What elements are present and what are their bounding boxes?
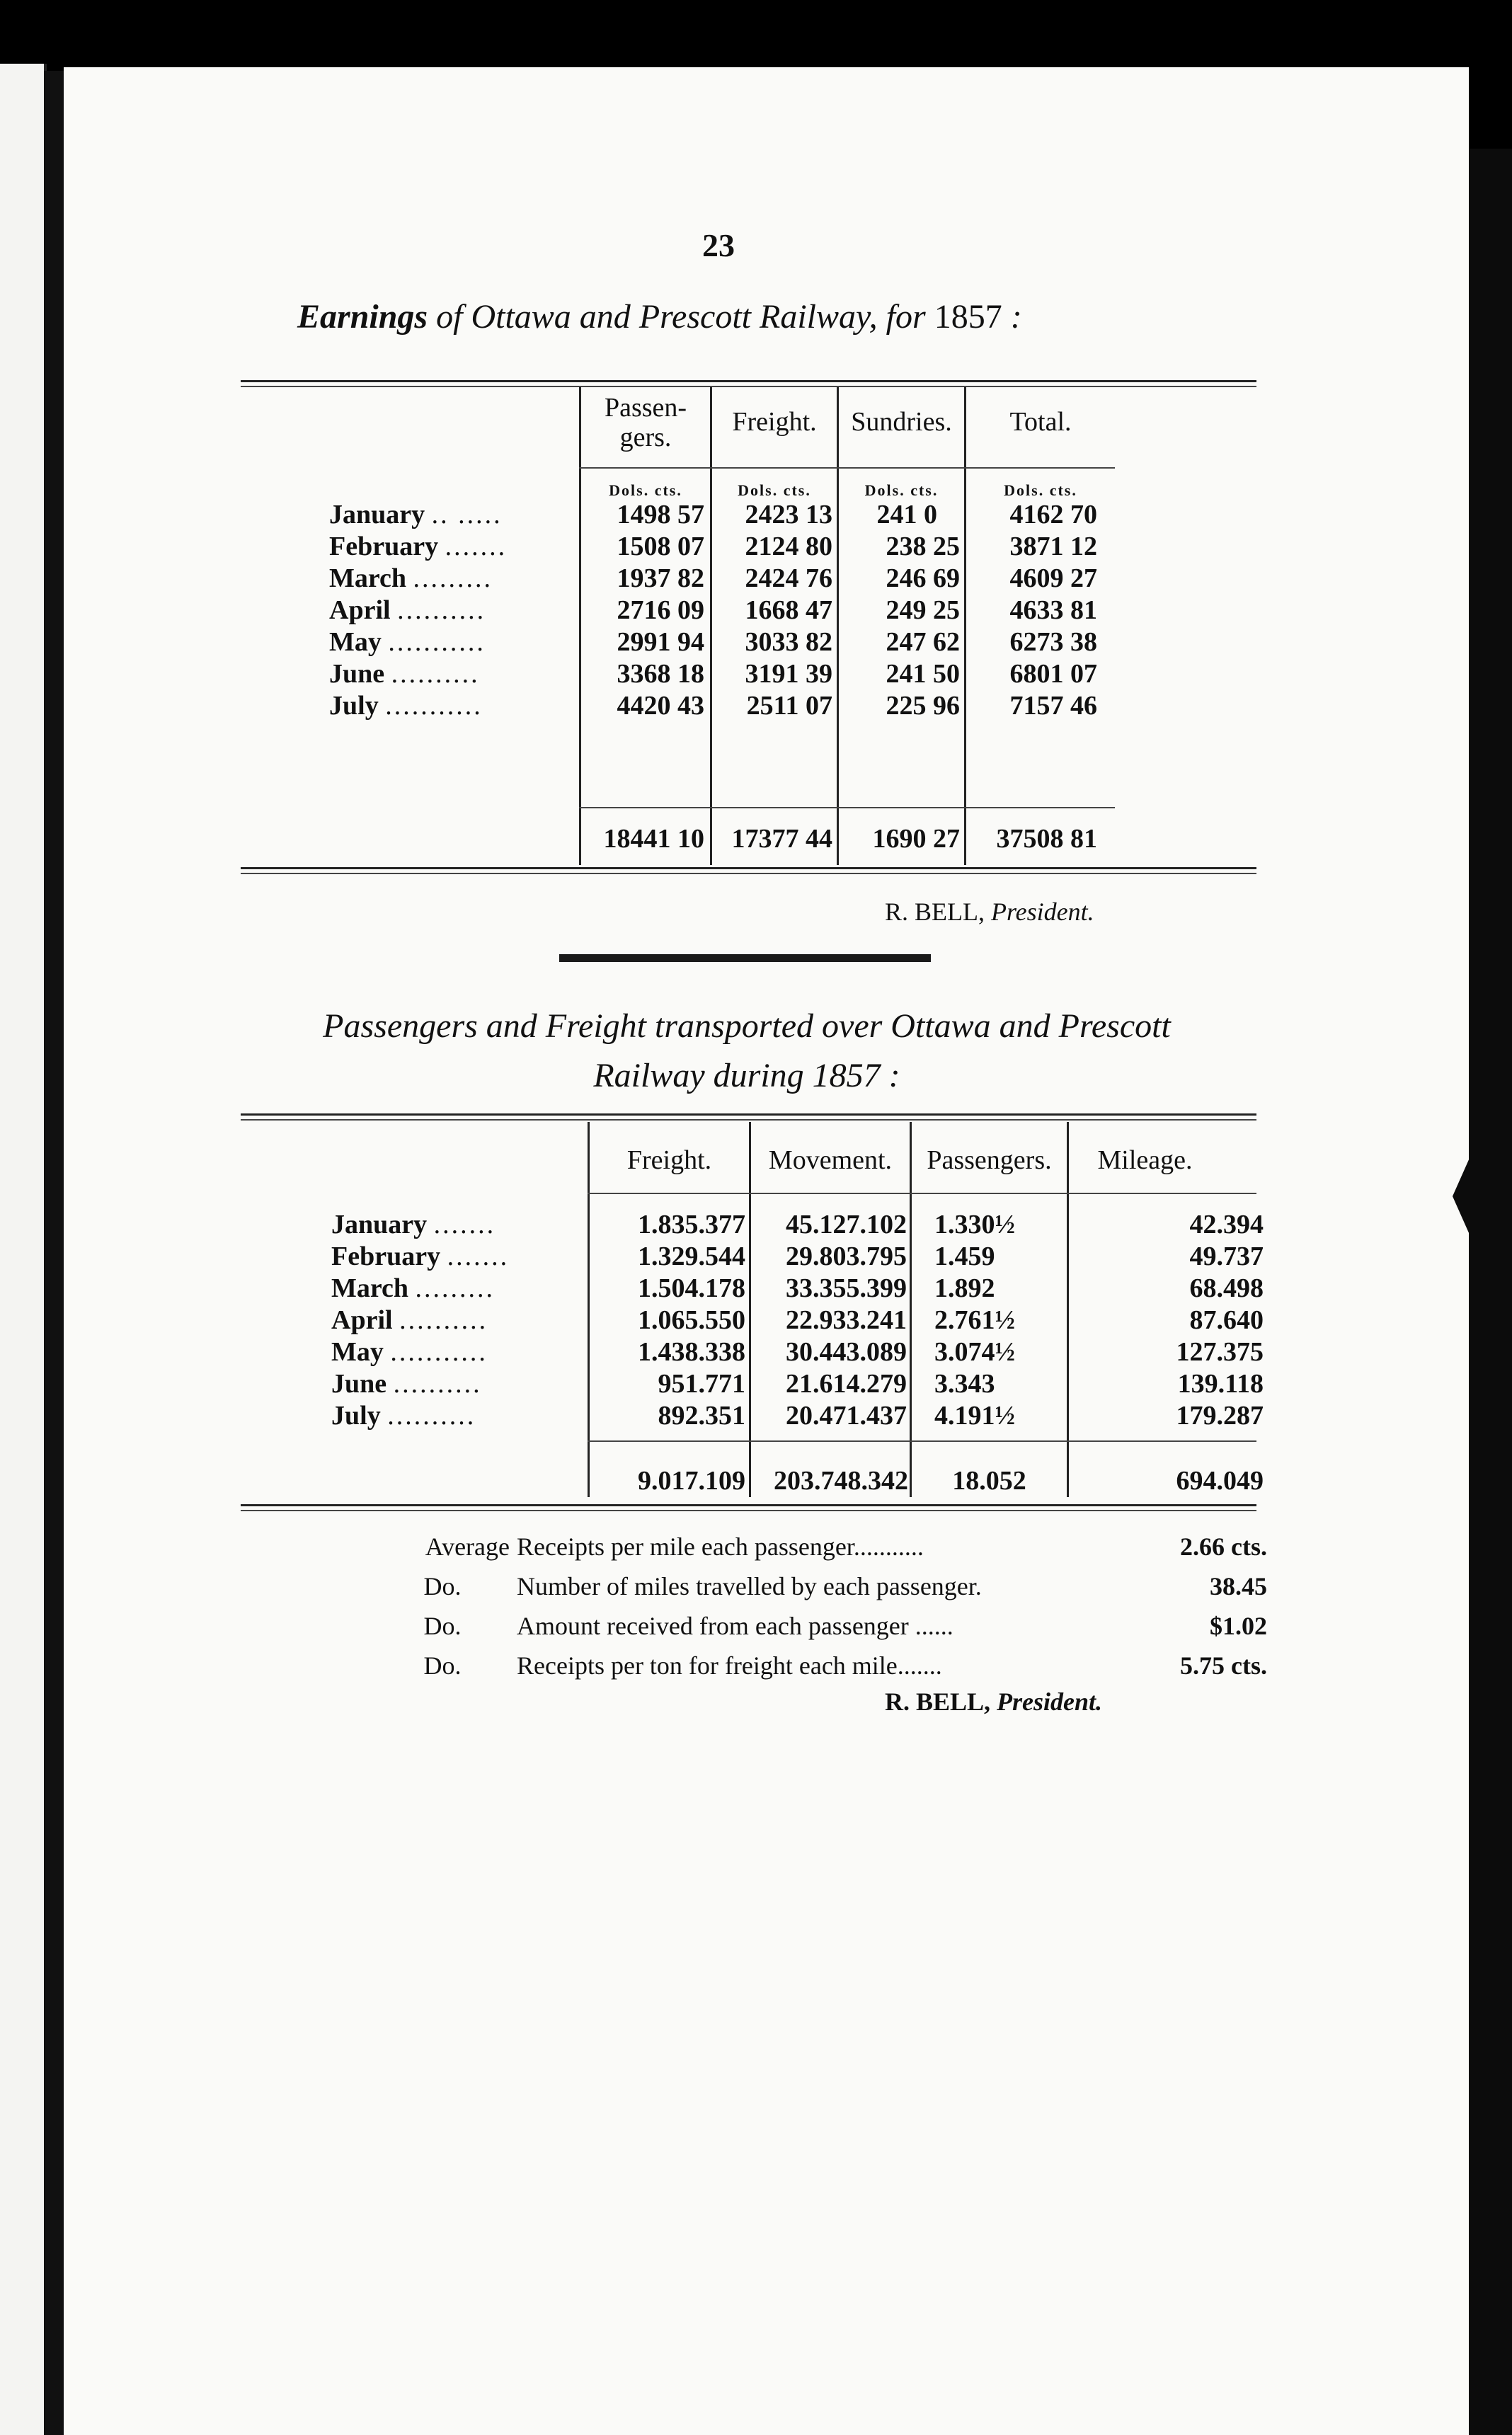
- freight-column: [591, 1209, 745, 1432]
- signature: [885, 897, 1094, 927]
- table1-top-rule: [241, 380, 1256, 382]
- average-text: Receipts per ton for freight each mile.......: [517, 1651, 942, 1680]
- cell: 1.504.178: [638, 1273, 745, 1303]
- table2-bottom-rule-2: [241, 1510, 1256, 1511]
- title-word: :: [1002, 298, 1022, 336]
- average-value: 5.75 cts.: [1180, 1651, 1267, 1680]
- average-value: $1.02: [1210, 1612, 1267, 1640]
- col-divider: [710, 387, 712, 865]
- table1-title: [297, 297, 1022, 336]
- cell: 1.438.338: [638, 1337, 745, 1367]
- cell: 21.614.279: [786, 1369, 907, 1399]
- cell: 1937 82: [617, 563, 704, 593]
- month-label: March .........: [329, 563, 493, 593]
- cell: 4633 81: [1009, 595, 1097, 625]
- totals-rule: [588, 1440, 1256, 1442]
- month-label: April ..........: [329, 595, 486, 625]
- header-rule: [579, 467, 1115, 469]
- table1-bottom-rule: [241, 867, 1256, 869]
- cell: 241 50: [886, 659, 960, 689]
- cell: 3.343: [934, 1369, 995, 1399]
- cell: 2424 76: [745, 563, 832, 593]
- title-line: Railway during 1857 :: [593, 1057, 900, 1094]
- cell: 241 0: [876, 500, 937, 529]
- title-line: Passengers and Freight transported over Ottawa and Prescott: [323, 1007, 1171, 1045]
- cell: 892.351: [658, 1401, 745, 1431]
- table2-top-rule-2: [241, 1119, 1256, 1121]
- cell: 2716 09: [617, 595, 704, 625]
- mileage-column: [1072, 1209, 1264, 1432]
- units-label: Dols. cts.: [864, 481, 939, 499]
- cell: 246 69: [886, 563, 960, 593]
- binding-shadow: [44, 71, 64, 2435]
- cell: 3.074½: [934, 1337, 1015, 1367]
- month-label: June ..........: [331, 1369, 482, 1399]
- passengers-column: [934, 1209, 1062, 1432]
- month-label: July ...........: [329, 691, 483, 721]
- average-row: [389, 1527, 1267, 1566]
- table1-top-rule-2: [241, 386, 1256, 387]
- cell: 2511 07: [746, 691, 832, 721]
- average-label: Do.: [423, 1572, 462, 1600]
- signature-title: President.: [997, 1688, 1103, 1716]
- left-page-edge: [0, 64, 47, 2435]
- signature-title: President.: [991, 898, 1094, 926]
- average-row: [389, 1566, 1267, 1606]
- title-year: 1857: [934, 298, 1002, 336]
- header-passengers: Passen- gers.: [604, 393, 687, 452]
- cell: 2423 13: [745, 500, 832, 529]
- cell: 1498 57: [617, 500, 704, 529]
- average-text: Number of miles travelled by each passenger.: [517, 1572, 982, 1600]
- sundries-column: [842, 499, 960, 722]
- month-column: [331, 1209, 509, 1432]
- header-total: Total.: [1009, 407, 1072, 437]
- cell: 4.191½: [934, 1401, 1015, 1431]
- total-cell: 17377 44: [731, 824, 832, 854]
- month-label: January .. .....: [329, 500, 503, 529]
- cell: 30.443.089: [786, 1337, 907, 1367]
- cell: 20.471.437: [786, 1401, 907, 1431]
- total-cell: 18.052: [952, 1466, 1026, 1496]
- title-word: Railway,: [760, 298, 886, 336]
- header-mileage: Mileage.: [1097, 1145, 1193, 1175]
- total-cell: 203.748.342: [774, 1466, 908, 1496]
- total-column: [970, 499, 1097, 722]
- cell: 29.803.795: [786, 1242, 907, 1271]
- cell: 139.118: [1177, 1369, 1264, 1399]
- cell: 1668 47: [745, 595, 832, 625]
- cell: 225 96: [886, 691, 960, 721]
- cell: 4609 27: [1009, 563, 1097, 593]
- cell: 1508 07: [617, 532, 704, 561]
- section-separator: [559, 954, 931, 962]
- cell: 22.933.241: [786, 1305, 907, 1335]
- month-label: February .......: [331, 1242, 510, 1271]
- cell: 4420 43: [617, 691, 704, 721]
- title-word: Ottawa and: [471, 298, 639, 336]
- cell: 87.640: [1189, 1305, 1264, 1335]
- header-movement: Movement.: [768, 1145, 893, 1175]
- cell: 3191 39: [745, 659, 832, 689]
- page-number: 23: [702, 227, 735, 263]
- signature: [885, 1687, 1102, 1717]
- table1-bottom-rule-2: [241, 873, 1256, 874]
- col-divider: [837, 387, 839, 865]
- cell: 1.330½: [934, 1210, 1015, 1239]
- col-divider: [964, 387, 966, 865]
- totals-rule: [579, 807, 1115, 808]
- header-passengers: Passengers.: [927, 1145, 1052, 1175]
- cell: 247 62: [886, 627, 960, 657]
- average-label: Average: [425, 1532, 510, 1561]
- header-freight: Freight.: [732, 407, 817, 437]
- cell: 238 25: [886, 532, 960, 561]
- average-value: 38.45: [1210, 1572, 1267, 1600]
- cell: 2991 94: [617, 627, 704, 657]
- cell: 127.375: [1176, 1337, 1264, 1367]
- average-text: Amount received from each passenger ......: [517, 1612, 953, 1640]
- cell: 33.355.399: [786, 1273, 907, 1303]
- cell: 6801 07: [1009, 659, 1097, 689]
- scan-background: [1469, 149, 1512, 2435]
- header-sundries: Sundries.: [851, 407, 952, 437]
- document-page: [64, 67, 1469, 2435]
- total-cell: 18441 10: [603, 824, 704, 854]
- cell: 7157 46: [1009, 691, 1097, 721]
- cell: 42.394: [1189, 1210, 1264, 1239]
- averages-list: [389, 1527, 1267, 1685]
- title-word: of: [428, 298, 471, 336]
- header-freight: Freight.: [626, 1145, 712, 1175]
- title-word: Prescott: [638, 298, 760, 336]
- average-row: [389, 1646, 1267, 1685]
- units-label: Dols. cts.: [1004, 481, 1077, 499]
- title-word: Earnings: [297, 298, 428, 336]
- average-label: Do.: [423, 1651, 462, 1680]
- month-label: July ..........: [331, 1401, 476, 1431]
- table2-bottom-rule: [241, 1504, 1256, 1506]
- cell: 6273 38: [1009, 627, 1097, 657]
- total-cell: 37508 81: [996, 824, 1097, 854]
- month-label: March .........: [331, 1273, 496, 1303]
- cell: 1.835.377: [638, 1210, 745, 1239]
- cell: 49.737: [1189, 1242, 1264, 1271]
- cell: 3871 12: [1009, 532, 1097, 561]
- average-text: Receipts per mile each passenger...........: [517, 1532, 924, 1561]
- cell: 3368 18: [617, 659, 704, 689]
- units-label: Dols. cts.: [738, 481, 811, 499]
- cell: 2124 80: [745, 532, 832, 561]
- cell: 1.459: [934, 1242, 995, 1271]
- freight-column: [715, 499, 832, 722]
- month-label: February .......: [329, 532, 508, 561]
- average-value: 2.66 cts.: [1180, 1532, 1267, 1561]
- cell: 1.329.544: [638, 1242, 745, 1271]
- movement-column: [752, 1209, 907, 1432]
- month-label: April ..........: [331, 1305, 488, 1335]
- total-cell: 694.049: [1176, 1466, 1264, 1496]
- cell: 1.065.550: [638, 1305, 745, 1335]
- signature-name: R. BELL,: [885, 1688, 991, 1716]
- month-column: [329, 499, 507, 722]
- cell: 45.127.102: [786, 1210, 907, 1239]
- month-label: January .......: [331, 1210, 496, 1239]
- table2-title: [219, 1002, 1274, 1101]
- cell: 3033 82: [745, 627, 832, 657]
- average-row: [389, 1606, 1267, 1646]
- col-divider: [579, 387, 581, 865]
- scan-background-notch: [1453, 1133, 1481, 1260]
- cell: 179.287: [1176, 1401, 1264, 1431]
- units-label: Dols. cts.: [609, 481, 682, 499]
- cell: 951.771: [658, 1369, 745, 1399]
- average-label: Do.: [423, 1612, 462, 1640]
- total-cell: 1690 27: [872, 824, 960, 854]
- total-cell: 9.017.109: [638, 1466, 745, 1496]
- month-label: May ...........: [331, 1337, 488, 1367]
- signature-name: R. BELL,: [885, 898, 985, 926]
- passengers-column: [584, 499, 704, 722]
- cell: 1.892: [934, 1273, 995, 1303]
- cell: 249 25: [886, 595, 960, 625]
- month-label: June ..........: [329, 659, 480, 689]
- cell: 4162 70: [1009, 500, 1097, 529]
- table2-top-rule: [241, 1113, 1256, 1116]
- cell: 68.498: [1189, 1273, 1264, 1303]
- header-rule: [588, 1193, 1256, 1194]
- month-label: May ...........: [329, 627, 486, 657]
- title-word: for: [886, 298, 934, 336]
- cell: 2.761½: [934, 1305, 1015, 1335]
